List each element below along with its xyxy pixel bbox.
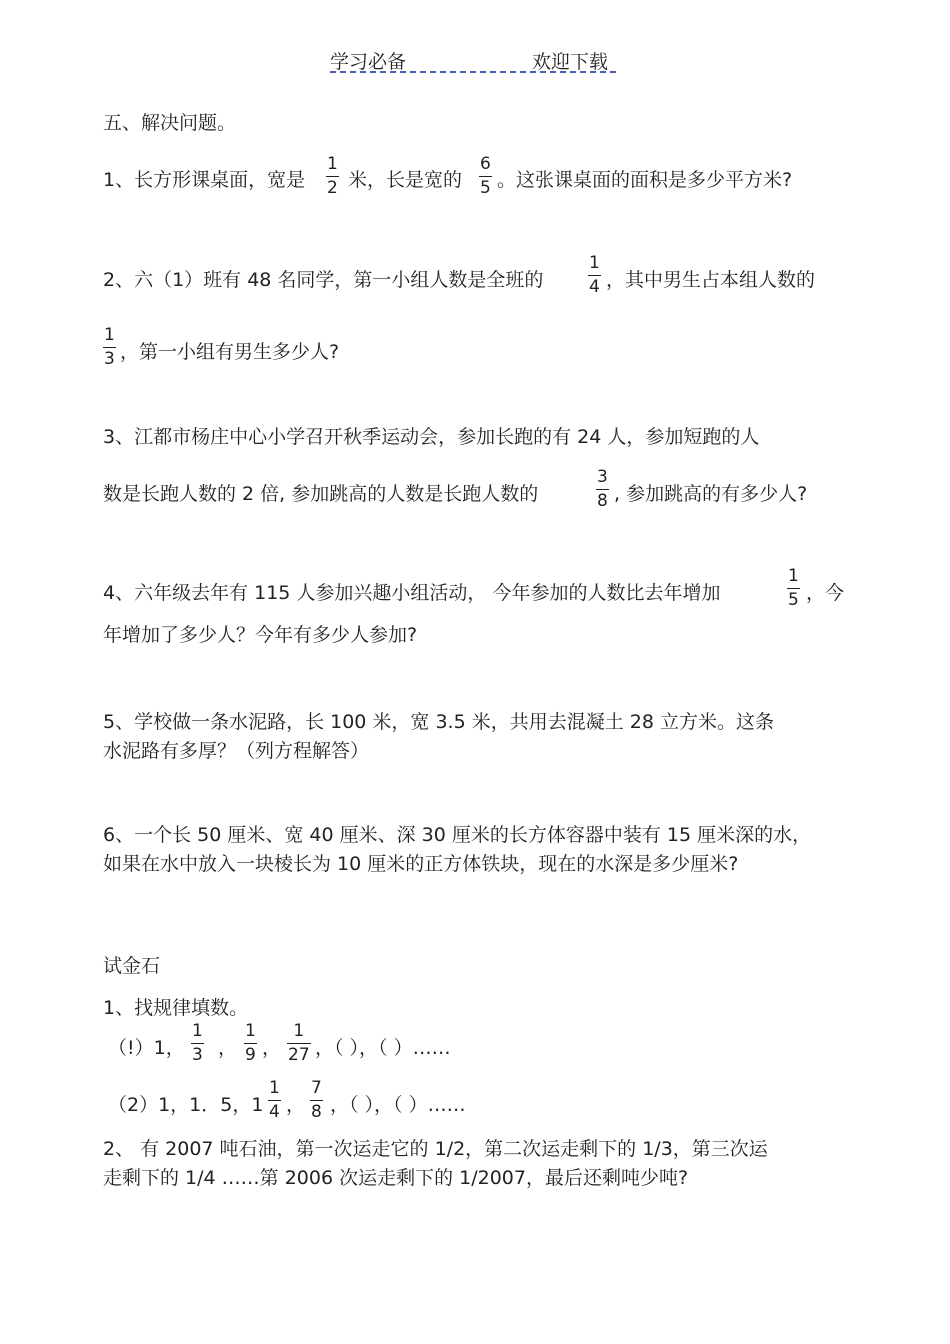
fraction-bar bbox=[287, 1043, 311, 1044]
problem-1-fraction-2 bbox=[479, 155, 492, 198]
challenge-q2-line-1: 2、 有 2007 吨石油，第一次运走它的 1/2，第二次运走剩下的 1/3，第三次运 bbox=[103, 1138, 768, 1160]
denominator: 9 bbox=[245, 1045, 256, 1065]
sequence-2-sep-1: ， bbox=[286, 1094, 306, 1116]
problem-4-text-b: ，今 bbox=[806, 582, 845, 604]
fraction-bar bbox=[326, 176, 339, 177]
numerator: 1 bbox=[269, 1078, 280, 1098]
denominator: 3 bbox=[104, 349, 115, 369]
fraction-bar bbox=[596, 489, 609, 490]
challenge-q1-title: 1、找规律填数。 bbox=[103, 997, 249, 1019]
section-title: 五、解决问题。 bbox=[103, 112, 237, 134]
sequence-1-fraction-1 bbox=[191, 1022, 204, 1065]
denominator: 8 bbox=[597, 491, 608, 511]
numerator: 1 bbox=[293, 1021, 305, 1041]
sequence-1-sep-1: ， bbox=[218, 1037, 238, 1059]
problem-4-fraction-1 bbox=[787, 567, 800, 610]
fraction-bar bbox=[310, 1100, 323, 1101]
numerator: 1 bbox=[327, 154, 338, 174]
problem-5-line-1: 5、学校做一条水泥路，长 100 米，宽 3.5 米，共用去混凝土 28 立方米。这条 bbox=[103, 711, 774, 733]
problem-4-line-2: 年增加了多少人？今年有多少人参加? bbox=[103, 624, 418, 646]
problem-3-text-a: 数是长跑人数的 2 倍, 参加跳高的人数是长跑人数的 bbox=[103, 483, 539, 505]
problem-1-text-c: 。这张课桌面的面积是多少平方米? bbox=[497, 169, 793, 191]
numerator: 1 bbox=[589, 253, 600, 273]
denominator: 2 bbox=[327, 178, 338, 198]
numerator: 7 bbox=[311, 1078, 322, 1098]
header-right: 欢迎下载 bbox=[532, 51, 609, 73]
header-left: 学习必备 bbox=[330, 51, 407, 73]
problem-3-text-b: , 参加跳高的有多少人? bbox=[614, 483, 808, 505]
denominator: 3 bbox=[192, 1045, 203, 1065]
sequence-1-suffix: ，（ ），（ ）…… bbox=[315, 1037, 451, 1059]
sequence-1-fraction-2 bbox=[244, 1022, 257, 1065]
problem-6-line-2: 如果在水中放入一块棱长为 10 厘米的正方体铁块，现在的水深是多少厘米? bbox=[103, 853, 739, 875]
denominator: 8 bbox=[311, 1102, 322, 1122]
problem-4-text-a: 4、六年级去年有 115 人参加兴趣小组活动， 今年参加的人数比去年增加 bbox=[103, 582, 721, 604]
problem-1-text-b: 米，长是宽的 bbox=[348, 169, 463, 191]
numerator: 3 bbox=[597, 467, 608, 487]
problem-3-line-1: 3、江都市杨庄中心小学召开秋季运动会，参加长跑的有 24 人，参加短跑的人 bbox=[103, 426, 760, 448]
sequence-1-fraction-3 bbox=[287, 1022, 311, 1065]
problem-2-text-a: 2、六（1）班有 48 名同学，第一小组人数是全班的 bbox=[103, 269, 544, 291]
denominator: 4 bbox=[269, 1102, 280, 1122]
numerator: 1 bbox=[245, 1021, 256, 1041]
sequence-1-prefix: （!）1， bbox=[108, 1037, 185, 1059]
denominator: 5 bbox=[788, 590, 799, 610]
denominator: 27 bbox=[288, 1045, 310, 1065]
problem-2-text-c: ，第一小组有男生多少人? bbox=[120, 341, 340, 363]
sequence-1-sep-2: ， bbox=[262, 1037, 282, 1059]
fraction-bar bbox=[588, 275, 601, 276]
numerator: 1 bbox=[104, 325, 115, 345]
fraction-bar bbox=[787, 588, 800, 589]
fraction-bar bbox=[103, 347, 116, 348]
fraction-bar bbox=[191, 1043, 204, 1044]
sequence-2-fraction-1 bbox=[268, 1079, 281, 1122]
numerator: 1 bbox=[788, 566, 799, 586]
numerator: 1 bbox=[192, 1021, 203, 1041]
header-underline bbox=[330, 71, 616, 73]
problem-6-line-1: 6、一个长 50 厘米、宽 40 厘米、深 30 厘米的长方体容器中装有 15 厘米深的水， bbox=[103, 824, 812, 846]
problem-1-fraction-1 bbox=[326, 155, 339, 198]
challenge-title: 试金石 bbox=[103, 955, 161, 977]
sequence-2-suffix: ，（ ），（ ）…… bbox=[330, 1094, 466, 1116]
challenge-q2-line-2: 走剩下的 1/4 ……第 2006 次运走剩下的 1/2007，最后还剩吨少吨? bbox=[103, 1167, 689, 1189]
denominator: 5 bbox=[480, 178, 491, 198]
problem-2-fraction-1 bbox=[588, 254, 601, 297]
denominator: 4 bbox=[589, 277, 600, 297]
sequence-2-fraction-2 bbox=[310, 1079, 323, 1122]
fraction-bar bbox=[244, 1043, 257, 1044]
fraction-bar bbox=[268, 1100, 281, 1101]
problem-2-text-b: ，其中男生占本组人数的 bbox=[606, 269, 816, 291]
problem-5-line-2: 水泥路有多厚？（列方程解答） bbox=[103, 740, 370, 762]
problem-2-fraction-2 bbox=[103, 326, 116, 369]
numerator: 6 bbox=[480, 154, 491, 174]
problem-1-text-a: 1、长方形课桌面，宽是 bbox=[103, 169, 306, 191]
fraction-bar bbox=[479, 176, 492, 177]
problem-3-fraction-1 bbox=[596, 468, 609, 511]
sequence-2-prefix: （2）1，1．5，1 bbox=[108, 1094, 264, 1116]
